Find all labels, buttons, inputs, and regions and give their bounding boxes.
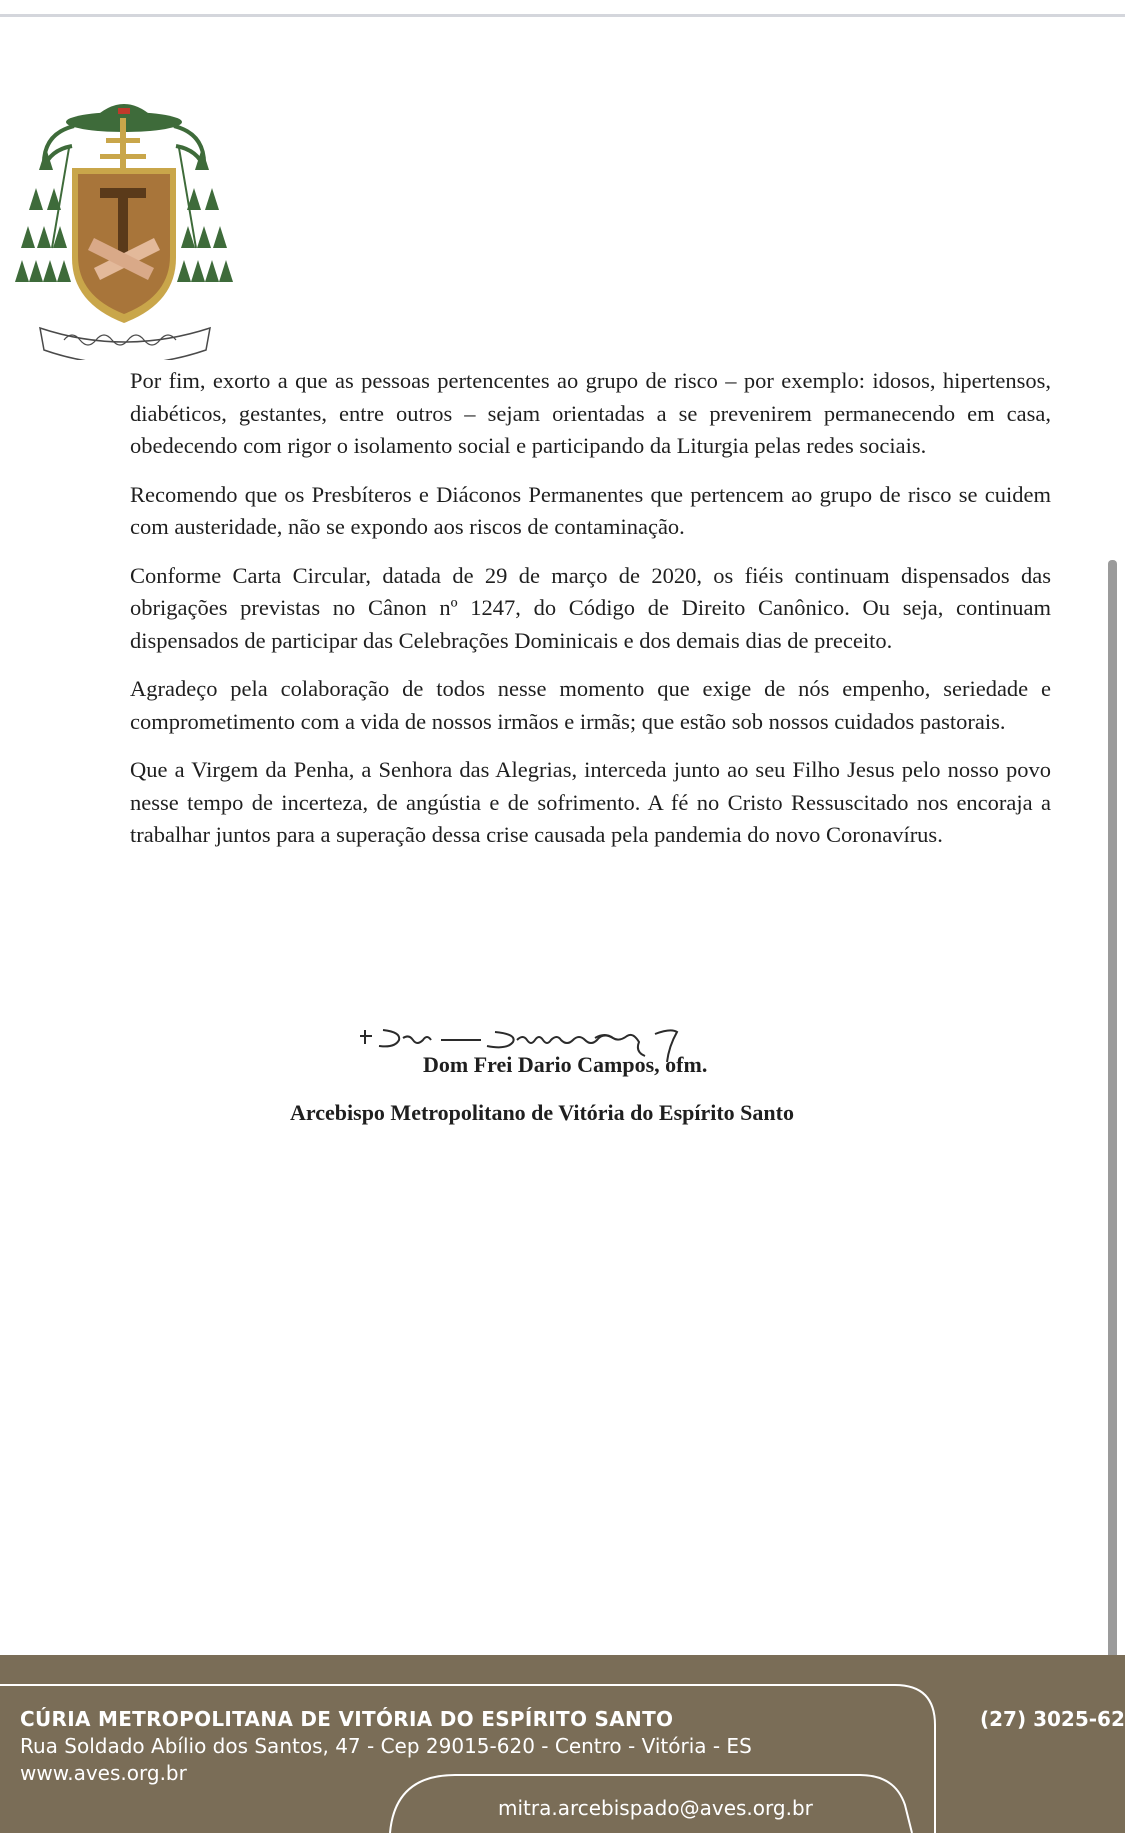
footer-address: Rua Soldado Abílio dos Santos, 47 - Cep 29015-620 - Centro - Vitória - ES — [20, 1734, 752, 1758]
coat-of-arms-icon — [14, 88, 236, 360]
top-divider — [0, 14, 1125, 17]
scrollbar-thumb[interactable] — [1108, 560, 1117, 1800]
letter-paragraph: Por fim, exorto a que as pessoas pertencentes ao grupo de risco – por exemplo: idosos, hipertensos, diabéticos, gestantes, entre outros – sejam orientadas a se prevenirem permanecendo em casa, obedecendo com rigor o isolamento social e participando da Liturgia pelas redes sociais. — [130, 368, 1051, 458]
footer-organization: CÚRIA METROPOLITANA DE VITÓRIA DO ESPÍRITO SANTO — [20, 1707, 674, 1731]
footer-phone: (27) 3025-62 — [980, 1707, 1125, 1731]
footer-email-link[interactable]: mitra.arcebispado@aves.org.br — [498, 1796, 813, 1820]
letter-paragraph: Agradeço pela colaboração de todos nesse momento que exige de nós empenho, seriedade e comprometimento com a vida de nossos irmãos e irmãs; que estão sob nossos cuidados pastorais. — [130, 676, 1051, 734]
letterhead-footer — [0, 1655, 1125, 1833]
letter-paragraph: Conforme Carta Circular, datada de 29 de março de 2020, os fiéis continuam dispensados das obrigações previstas no Cânon nº 1247, do Código de Direito Canônico. Ou seja, continuam dispensados de participar das Celebrações Dominicais e dos demais dias de preceito. — [130, 562, 1051, 653]
signer-title: Arcebispo Metropolitano de Vitória do Espírito Santo — [290, 1100, 794, 1125]
signer-name: Dom Frei Dario Campos, ofm. — [423, 1052, 708, 1077]
letter-paragraph: Que a Virgem da Penha, a Senhora das Alegrias, interceda junto ao seu Filho Jesus pelo nosso povo nesse tempo de incerteza, de angústia e de sofrimento. A fé no Cristo Ressuscitado nos encoraja a trabalhar juntos para a superação dessa crise causada pela pandemia do novo Coronavírus. — [130, 757, 1051, 847]
letter-body — [130, 365, 1051, 868]
footer-website-link[interactable]: www.aves.org.br — [20, 1761, 187, 1785]
letter-paragraph: Recomendo que os Presbíteros e Diáconos Permanentes que pertencem ao grupo de risco se cuidem com austeridade, não se expondo aos riscos de contaminação. — [130, 481, 1051, 539]
